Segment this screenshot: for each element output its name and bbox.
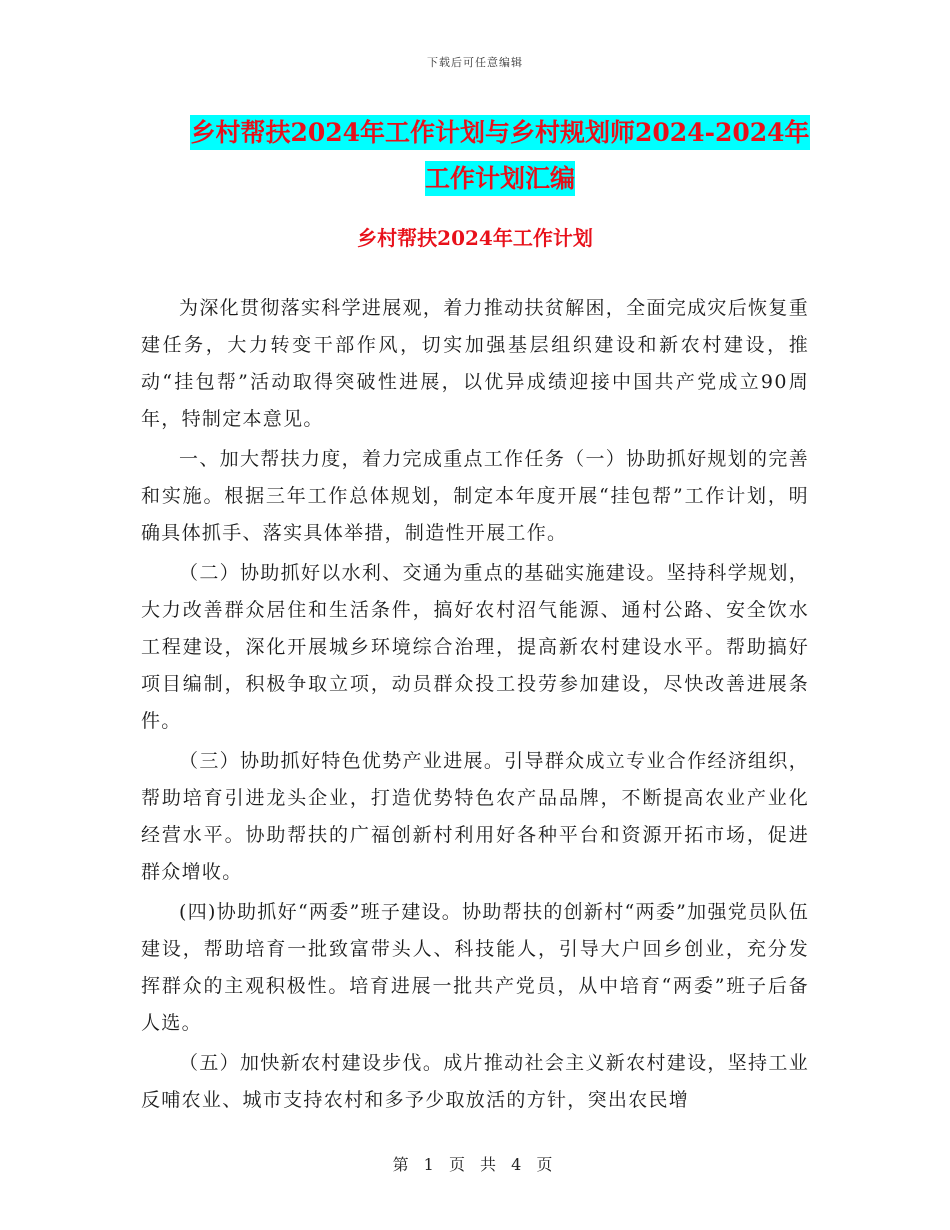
document-title-line-2: 工作计划汇编 xyxy=(425,161,575,196)
paragraph-item-2: （二）协助抓好以水利、交通为重点的基础实施建设。坚持科学规划，大力改善群众居住和生活条件，搞好农村沼气能源、通村公路、安全饮水工程建设，深化开展城乡环境综合治理，提高新农村建设水平。帮助搞好项目编制，积极争取立项，动员群众投工投劳参加建设，尽快改善进展条件。 xyxy=(141,562,809,732)
document-title-line-1: 乡村帮扶2024年工作计划与乡村规划师2024-2024年 xyxy=(190,115,809,150)
document-title xyxy=(140,110,860,202)
paragraph-item-5: （五）加快新农村建设步伐。成片推动社会主义新农村建设，坚持工业反哺农业、城市支持农村和多予少取放活的方针，突出农民增 xyxy=(141,1052,809,1111)
page-number: 第 1 页 共 4 页 xyxy=(392,1155,558,1174)
document-body xyxy=(141,290,809,1122)
section-title: 乡村帮扶2024年工作计划 xyxy=(357,226,593,250)
page-header-note: 下载后可任意编辑 xyxy=(427,56,523,69)
paragraph-item-1: 一、加大帮扶力度，着力完成重点工作任务（一）协助抓好规划的完善和实施。根据三年工作总体规划，制定本年度开展“挂包帮”工作计划，明确具体抓手、落实具体举措，制造性开展工作。 xyxy=(141,448,809,544)
paragraph-item-4: (四)协助抓好“两委”班子建设。协助帮扶的创新村“两委”加强党员队伍建设，帮助培育一批致富带头人、科技能人，引导大户回乡创业，充分发挥群众的主观积极性。培育进展一批共产党员，从中培育“两委”班子后备人选。 xyxy=(141,901,809,1034)
paragraph-intro: 为深化贯彻落实科学进展观，着力推动扶贫解困，全面完成灾后恢复重建任务，大力转变干部作风，切实加强基层组织建设和新农村建设，推动“挂包帮”活动取得突破性进展，以优异成绩迎接中国共产党成立90周年，特制定本意见。 xyxy=(141,297,809,430)
paragraph-item-3: （三）协助抓好特色优势产业进展。引导群众成立专业合作经济组织，帮助培育引进龙头企业，打造优势特色农产品品牌，不断提高农业产业化经营水平。协助帮扶的广福创新村利用好各种平台和资源开拓市场，促进群众增收。 xyxy=(141,750,809,883)
